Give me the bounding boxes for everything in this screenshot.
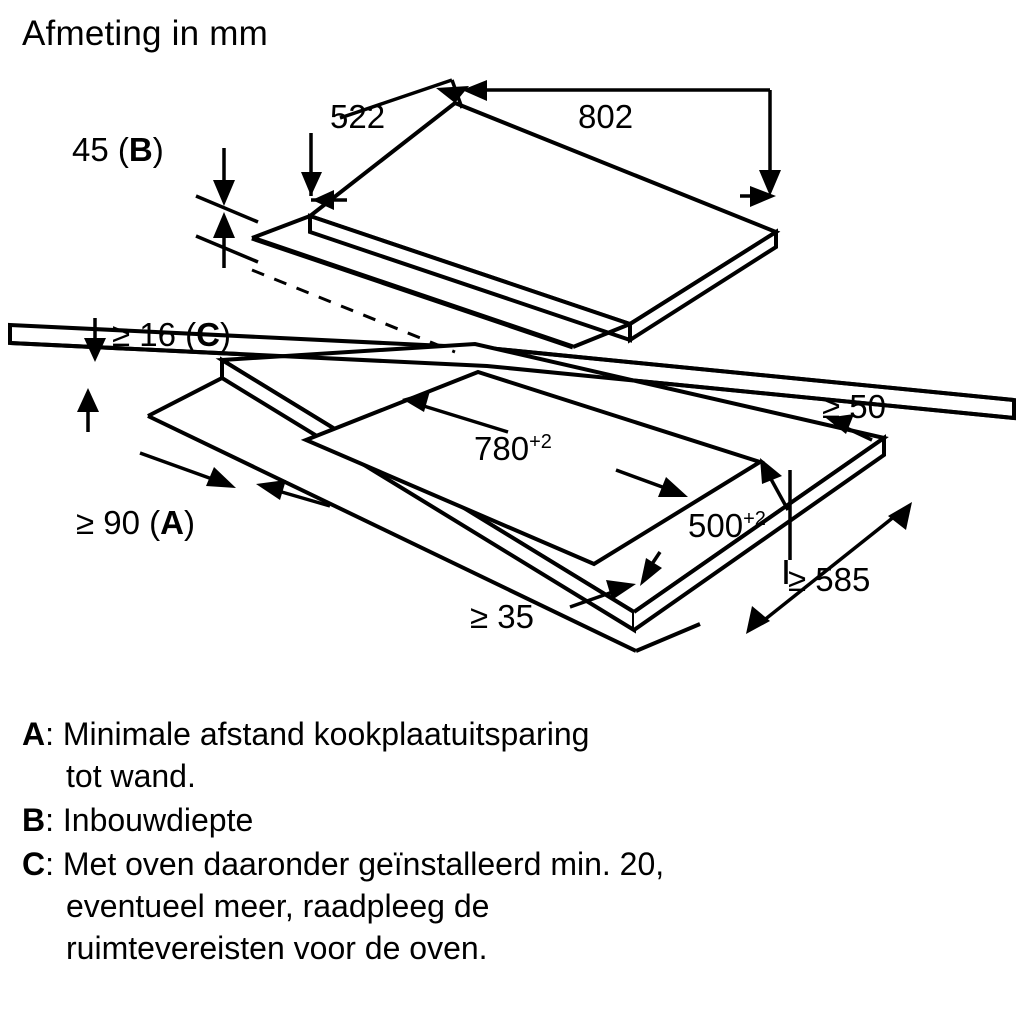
legend-separator-C: :	[45, 845, 63, 882]
dimension-label-front-distance-35: ≥ 35	[470, 598, 534, 635]
legend-item-B	[22, 800, 1002, 842]
dimension-value-45: 45 (	[72, 131, 129, 168]
dimension-paren-close-45: )	[152, 131, 164, 168]
legend-separator-A: :	[45, 716, 63, 752]
dimension-label-cutout-depth-500	[688, 509, 766, 542]
dimension-paren-close-16: )	[220, 316, 231, 353]
dimension-label-build-in-depth-45	[72, 133, 164, 166]
dimension-value-16: ≥ 16 (	[112, 316, 197, 353]
dimension-label-thickness-16	[112, 318, 231, 351]
legend-text-A-line1: Minimale afstand kookplaatuitsparing	[62, 716, 590, 752]
page-title: Afmeting in mm	[22, 14, 268, 53]
legend-item-A	[22, 714, 1002, 798]
legend-key-A: A	[22, 716, 46, 752]
legend-text-B-line1: Inbouwdiepte	[62, 801, 254, 838]
legend-text-C-line1: Met oven daaronder geïnstalleerd min. 20,	[62, 845, 665, 882]
legend-key-B: B	[22, 801, 46, 838]
legend-key-C: C	[22, 845, 46, 882]
legend-ref-A: A	[160, 504, 184, 541]
legend-ref-C: C	[196, 316, 220, 353]
hob-top-plate	[252, 103, 776, 347]
dimension-label-rear-distance-50: ≥ 50	[822, 388, 886, 425]
legend-ref-B: B	[128, 131, 153, 168]
dimension-label-total-depth-585: ≥ 585	[788, 561, 871, 598]
legend-text-C-line2: eventueel meer, raadpleeg de	[66, 887, 490, 924]
dimension-value-500: 500	[688, 507, 744, 544]
dimension-label-cutout-width-780	[474, 432, 552, 465]
dimension-label-wall-distance-90	[76, 506, 195, 539]
dimension-tolerance-780: +2	[529, 431, 552, 453]
dimension-label-width-802: 802	[578, 98, 634, 135]
legend-item-C	[22, 844, 1002, 970]
dimension-value-90: ≥ 90 (	[76, 504, 161, 541]
legend-text-A-line2: tot wand.	[66, 757, 196, 794]
dimension-tolerance-500: +2	[743, 508, 766, 530]
dimension-label-depth-522: 522	[330, 98, 386, 135]
dimension-value-780: 780	[474, 430, 530, 467]
legend	[22, 714, 1002, 971]
legend-separator-B: :	[45, 801, 63, 838]
dimension-paren-close-90: )	[184, 504, 195, 541]
legend-text-C-line3: ruimtevereisten voor de oven.	[66, 929, 488, 966]
